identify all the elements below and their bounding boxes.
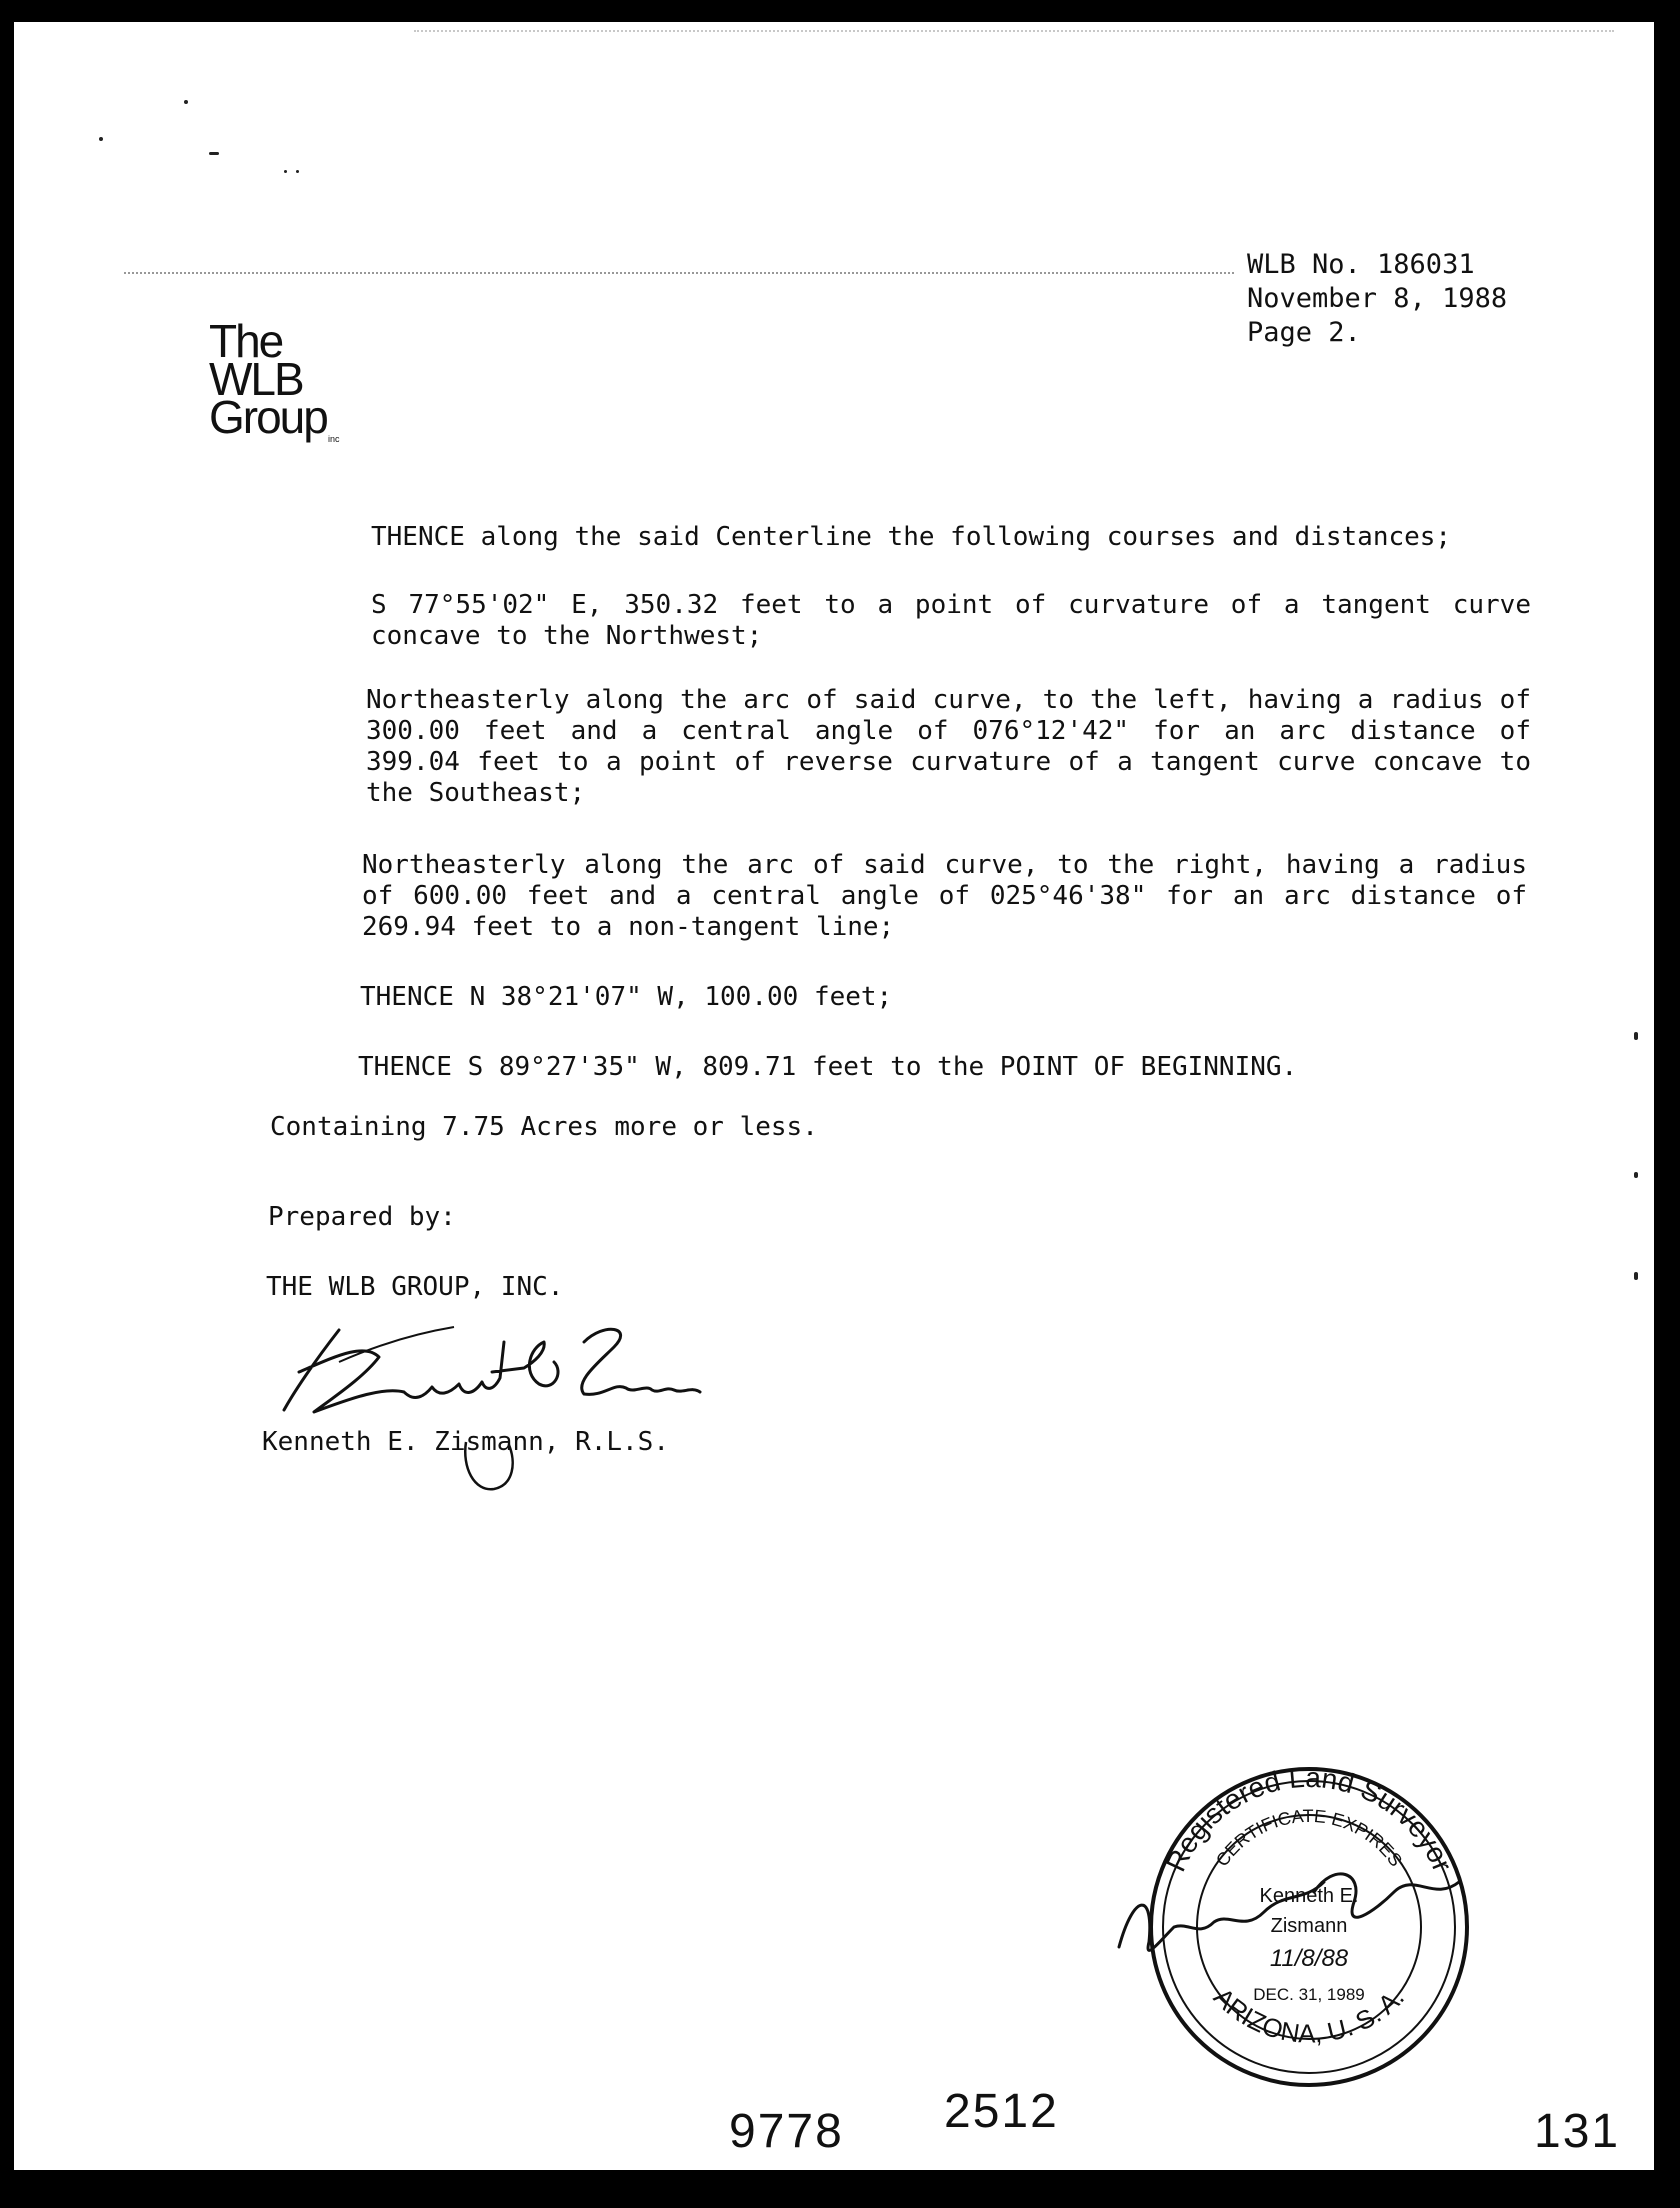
logo-line-group: Group bbox=[209, 391, 327, 443]
seal-inner-text: CERTIFICATE EXPIRES bbox=[1211, 1805, 1407, 1871]
document-page bbox=[14, 22, 1654, 2170]
signature-flourish bbox=[454, 1437, 534, 1497]
seal-state-text: ARIZONA, U. S. A. bbox=[1208, 1981, 1410, 2049]
company-name: THE WLB GROUP, INC. bbox=[266, 1272, 564, 1302]
prepared-by-label: Prepared by: bbox=[268, 1202, 456, 1232]
scan-speck bbox=[1634, 1272, 1638, 1280]
seal-name-line2: Zismann bbox=[1270, 1915, 1348, 1937]
scan-speck bbox=[1634, 1032, 1638, 1040]
course-3: Northeasterly along the arc of said curve, to the right, having a radius of 600.00 feet and a central angle of 025°46'38" for an arc distance of 269.94 feet to a non-tangent line; bbox=[362, 850, 1527, 942]
course-5: THENCE S 89°27'35" W, 809.71 feet to the POINT OF BEGINNING. bbox=[358, 1052, 1298, 1082]
logo-line-the: The bbox=[209, 315, 283, 367]
faded-top-strip bbox=[414, 30, 1614, 52]
reference-number: WLB No. 186031 bbox=[1247, 249, 1475, 280]
seal-outer-text: Registered Land Surveyor bbox=[1159, 1761, 1459, 1877]
document-number-right: 2512 bbox=[944, 2085, 1059, 2138]
seal-date: 11/8/88 bbox=[1269, 1945, 1349, 1972]
page-mark: 131 bbox=[1534, 2105, 1621, 2158]
company-logo bbox=[209, 315, 327, 443]
page-number: Page 2. bbox=[1247, 317, 1361, 348]
handwritten-signature bbox=[254, 1302, 714, 1432]
seal-name-line1: Kenneth E. bbox=[1259, 1885, 1359, 1907]
scan-speck bbox=[296, 170, 299, 173]
scan-speck bbox=[99, 137, 103, 141]
faded-header-strip bbox=[124, 272, 1234, 284]
scan-speck bbox=[284, 170, 287, 173]
course-2: Northeasterly along the arc of said curve, to the left, having a radius of 300.00 feet and a central angle of 076°12'42" for an arc distance of 399.04 feet to a point of reverse curvature of a tangent curve concave to the Southeast; bbox=[366, 685, 1531, 808]
course-4: THENCE N 38°21'07" W, 100.00 feet; bbox=[360, 982, 893, 1012]
acreage-statement: Containing 7.75 Acres more or less. bbox=[270, 1112, 818, 1142]
course-1: S 77°55'02" E, 350.32 feet to a point of curvature of a tangent curve concave to the Northwest; bbox=[371, 590, 1531, 651]
intro-line: THENCE along the said Centerline the following courses and distances; bbox=[371, 522, 1452, 552]
seal-expires: DEC. 31, 1989 bbox=[1253, 1985, 1365, 2004]
scan-speck bbox=[184, 100, 188, 104]
scan-speck bbox=[1634, 1172, 1638, 1178]
letter-date: November 8, 1988 bbox=[1247, 283, 1508, 314]
scan-speck bbox=[209, 152, 219, 155]
signatory-name: Kenneth E. Zismann, R.L.S. bbox=[262, 1427, 669, 1457]
logo-inc-suffix: inc bbox=[328, 434, 340, 444]
surveyor-seal bbox=[1114, 1742, 1504, 2116]
logo-line-wlb: WLB bbox=[209, 353, 303, 405]
document-number-left: 9778 bbox=[729, 2105, 844, 2158]
